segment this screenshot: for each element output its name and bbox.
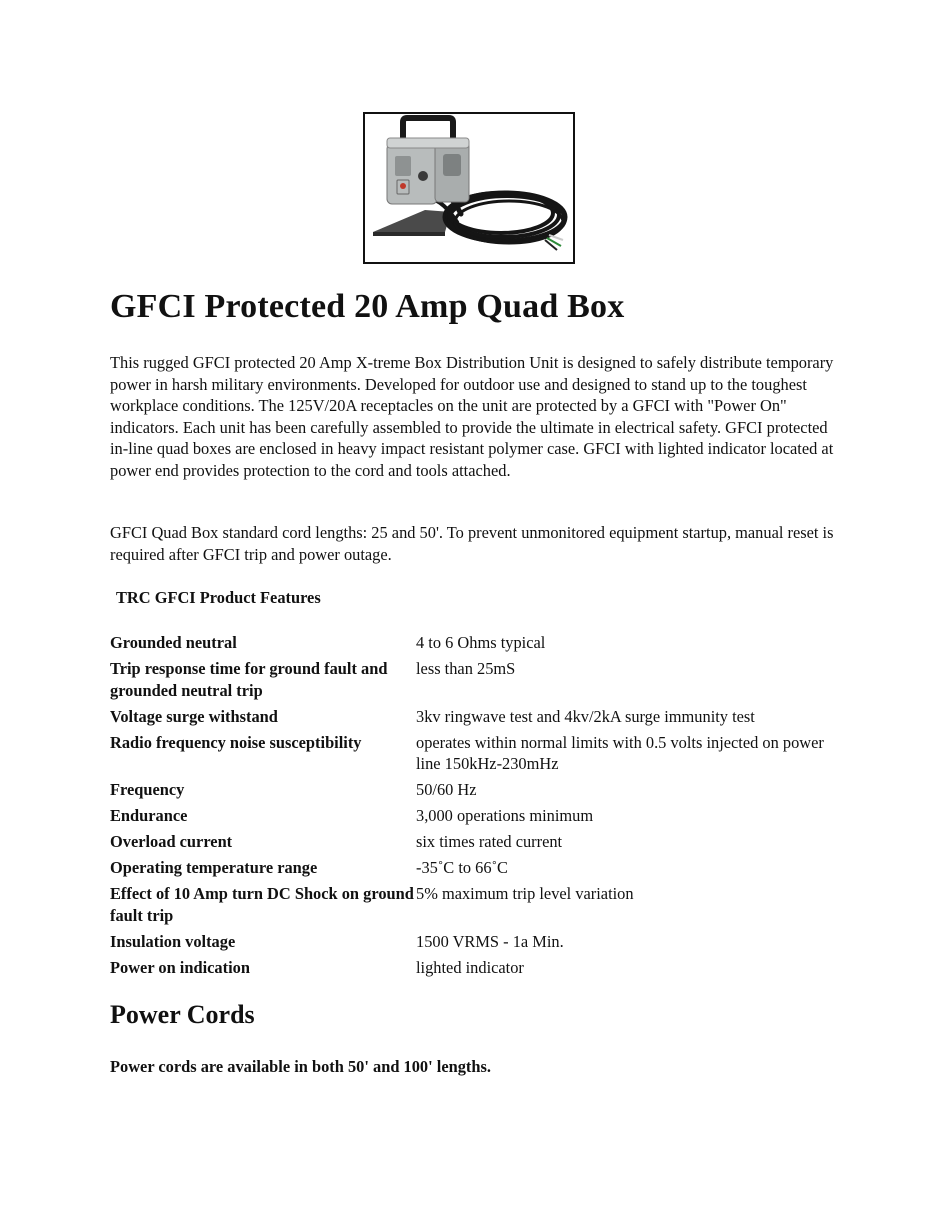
intro-paragraph <box>110 352 840 481</box>
page-title: GFCI Protected 20 Amp Quad Box <box>110 288 625 325</box>
feature-row <box>110 805 830 827</box>
feature-row <box>110 883 830 926</box>
feature-label: Endurance <box>110 806 188 825</box>
feature-value: six times rated current <box>416 832 563 851</box>
feature-row <box>110 658 830 701</box>
features-table <box>110 632 830 983</box>
feature-value: less than 25mS <box>416 659 516 678</box>
feature-label: Operating temperature range <box>110 858 318 877</box>
feature-label: Grounded neutral <box>110 633 237 652</box>
feature-label: Radio frequency noise susceptibility <box>110 732 362 752</box>
power-cords-heading: Power Cords <box>110 1000 255 1029</box>
feature-label: Overload current <box>110 832 233 851</box>
feature-value: 3,000 operations minimum <box>416 806 594 825</box>
feature-row <box>110 831 830 853</box>
feature-row <box>110 632 830 654</box>
feature-label: Insulation voltage <box>110 931 236 951</box>
feature-value: 3kv ringwave test and 4kv/2kA surge immunity test <box>416 706 755 726</box>
feature-value: -35˚C to 66˚C <box>416 858 508 877</box>
feature-row <box>110 706 830 728</box>
feature-row <box>110 732 830 775</box>
feature-value: 50/60 Hz <box>416 780 477 799</box>
intro-text: This rugged GFCI protected 20 Amp X-treme Box Distribution Unit is designed to safely distribute temporary power in harsh military environments. Developed for outdoor use and designed to stand up to the toughest workplace conditions. The 125V/20A receptacles on the unit are protected by a GFCI with "Power On" indicators. Each unit has been carefully assembled to provide the ultimate in electrical safety. GFCI protected in-line quad boxes are enclosed in heavy impact resistant polymer case. GFCI with lighted indicator located at power end provides protection to the cord and tools attached. <box>110 353 834 480</box>
power-cords-note: Power cords are available in both 50' and 100' lengths. <box>110 1057 491 1076</box>
feature-value: 1500 VRMS - 1a Min. <box>416 931 564 951</box>
feature-label: Frequency <box>110 780 185 799</box>
features-heading: TRC GFCI Product Features <box>116 588 321 607</box>
feature-row <box>110 779 830 801</box>
feature-row <box>110 931 830 953</box>
feature-value: operates within normal limits with 0.5 volts injected on power line 150kHz-230mHz <box>416 732 824 773</box>
product-photo <box>363 112 575 264</box>
feature-label: Effect of 10 Amp turn DC Shock on ground fault trip <box>110 884 414 925</box>
feature-row <box>110 957 830 979</box>
feature-value: lighted indicator <box>416 957 524 977</box>
feature-label: Voltage surge withstand <box>110 706 278 726</box>
cord-lengths-paragraph: GFCI Quad Box standard cord lengths: 25 and 50'. To prevent unmonitored equipment startup, manual reset is required after GFCI trip and power outage. <box>110 523 834 564</box>
feature-value: 4 to 6 Ohms typical <box>416 633 546 652</box>
quad-box-illustration <box>365 114 573 262</box>
feature-value: 5% maximum trip level variation <box>416 884 634 903</box>
feature-row <box>110 857 830 879</box>
feature-label: Trip response time for ground fault and grounded neutral trip <box>110 659 388 700</box>
feature-label: Power on indication <box>110 957 250 977</box>
